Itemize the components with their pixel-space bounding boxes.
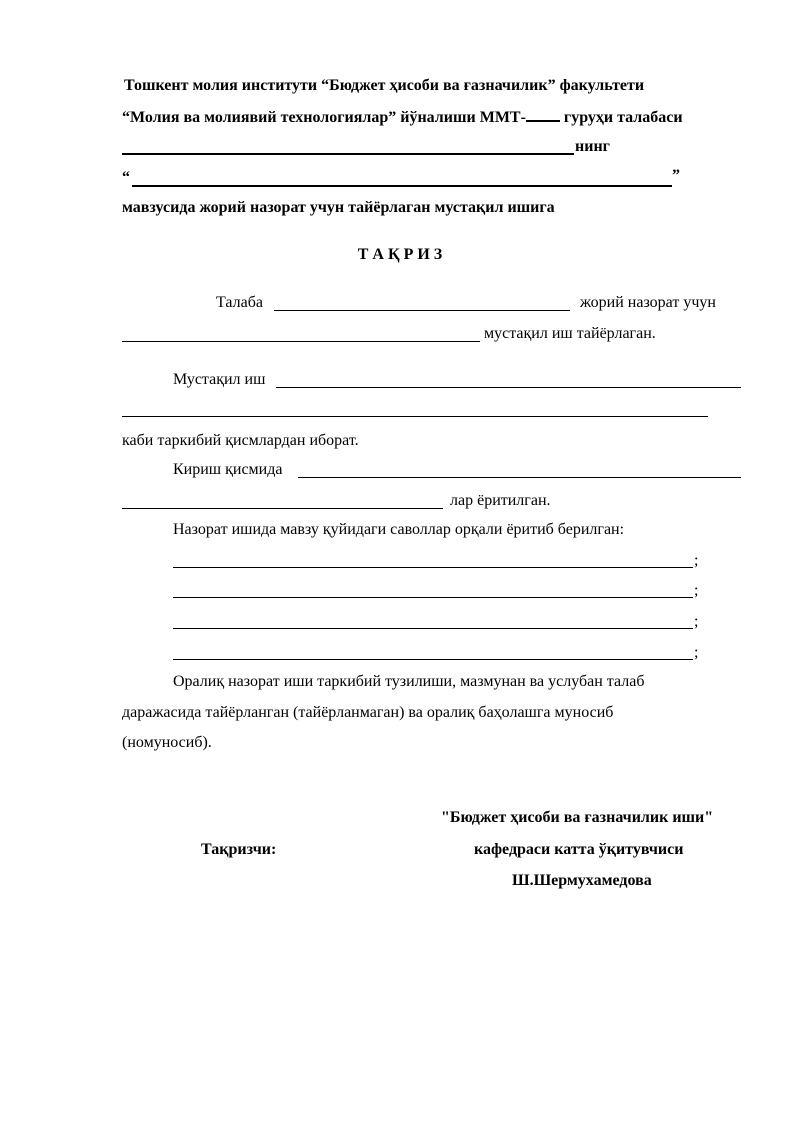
work-type-blank[interactable] [122, 341, 480, 342]
group-number-blank[interactable] [526, 106, 560, 122]
question-semicolon-4: ; [694, 644, 699, 661]
introduction-label: Кириш қисмида [173, 461, 283, 478]
question-semicolon-2: ; [694, 582, 699, 599]
independent-work-prepared-text: мустақил иш тайёрлаган. [484, 325, 656, 342]
header-group-student-text: гуруҳи талабаси [559, 109, 683, 126]
introduction-blank-line-2[interactable] [122, 508, 443, 509]
current-control-text: жорий назорат учун [580, 294, 716, 311]
introduction-blank-line-1[interactable] [298, 477, 741, 478]
structure-blank-line-2[interactable] [122, 416, 708, 417]
header-genitive-suffix: нинг [575, 138, 610, 155]
topic-open-quote: “ [122, 169, 130, 186]
header-topic-purpose-line: мавзусида жорий назорат учун тайёрлаган мустақил ишига [122, 199, 555, 216]
student-label: Талаба [216, 294, 263, 311]
reviewer-position: кафедраси катта ўқитувчиси [474, 841, 684, 858]
reviewer-name: Ш.Шермухамедова [512, 872, 652, 889]
questions-intro-text: Назорат ишида мавзу қуйидаги саволлар орқали ёритиб берилган: [173, 521, 625, 538]
header-program-line [122, 106, 683, 128]
reviewer-label: Тақризчи: [201, 841, 277, 858]
question-blank-2[interactable] [173, 597, 693, 598]
topic-close-quote: ” [672, 167, 680, 184]
conclusion-line-3: (номуносиб). [122, 734, 212, 751]
structure-blank-line-1[interactable] [276, 387, 741, 388]
question-blank-1[interactable] [173, 567, 693, 568]
conclusion-line-1: Оралиқ назорат иши таркибий тузилиши, мазмунан ва услубан талаб [173, 673, 645, 690]
header-program-text: “Молия ва молиявий технологиялар” йўналиши ММТ- [122, 109, 526, 126]
question-blank-4[interactable] [173, 659, 693, 660]
page-title: Т А Қ Р И З [357, 246, 443, 263]
covered-text: лар ёритилган. [450, 492, 551, 509]
question-blank-3[interactable] [173, 628, 693, 629]
conclusion-line-2: даражасида тайёрланган (тайёрланмаган) ва оралиқ баҳолашга муносиб [122, 704, 614, 721]
independent-work-label: Мустақил иш [173, 371, 266, 388]
header-institute-line: Тошкент молия институти “Бюджет ҳисоби ва ғазначилик” факультети [124, 77, 645, 94]
structure-components-text: каби таркибий қисмлардан иборат. [122, 432, 359, 449]
question-semicolon-3: ; [694, 613, 699, 630]
topic-blank[interactable] [132, 185, 672, 187]
department-name: "Бюджет ҳисоби ва ғазначилик иши" [441, 809, 714, 826]
question-semicolon-1: ; [694, 552, 699, 569]
student-name-blank[interactable] [122, 153, 574, 155]
student-fullname-blank[interactable] [274, 310, 570, 311]
